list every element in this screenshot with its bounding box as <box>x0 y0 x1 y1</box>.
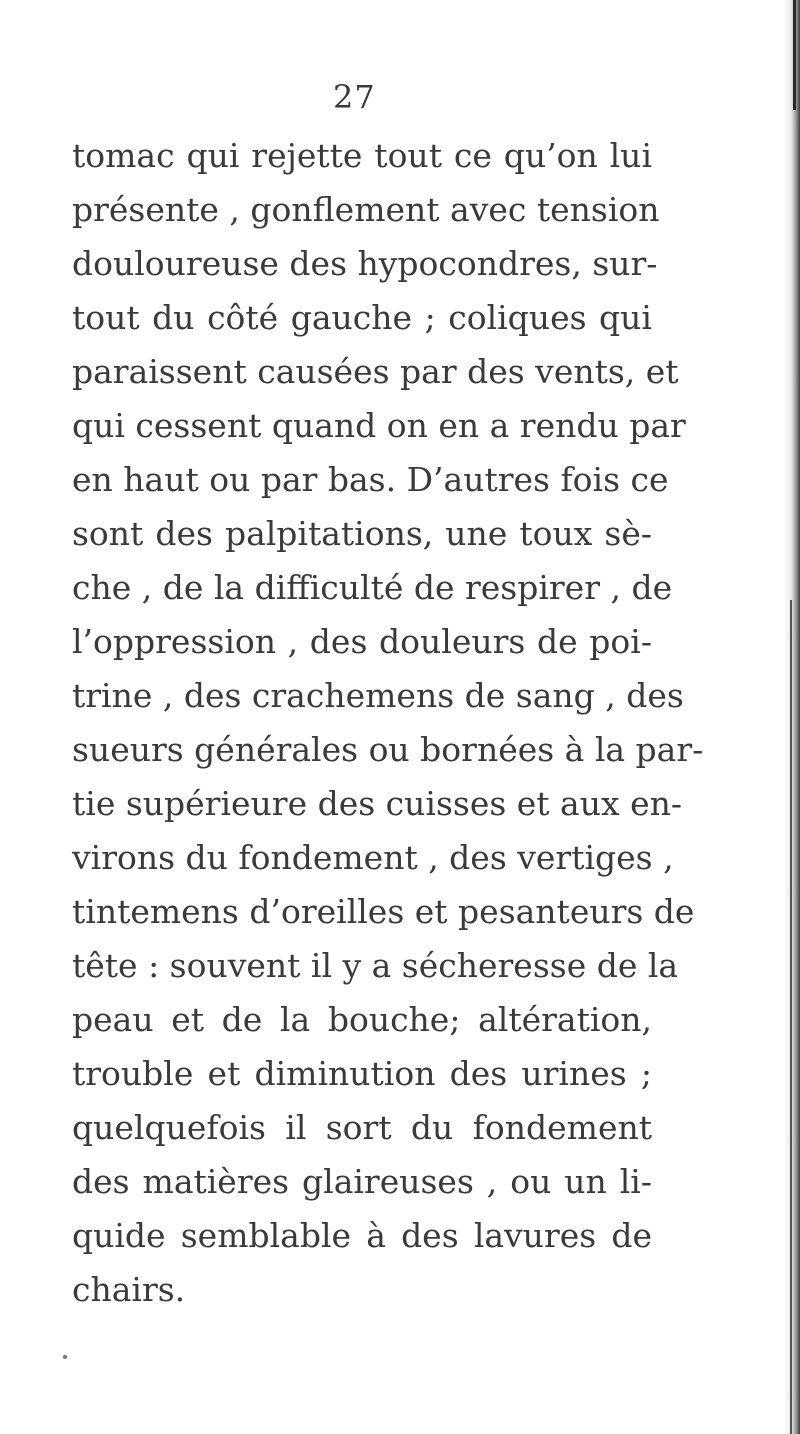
text-line: douloureuse des hypocondres, sur- <box>72 244 658 283</box>
text-line: tête : souvent il y a sécheresse de la <box>72 946 679 985</box>
text-line: tie supérieure des cuisses et aux en- <box>72 784 683 823</box>
text-line: quide semblable à des lavures de <box>72 1216 652 1255</box>
text-line: des matières glaireuses , ou un li- <box>72 1162 652 1201</box>
text-line: virons du fondement , des vertiges , <box>72 838 674 877</box>
text-line: paraissent causées par des vents, et <box>72 352 679 391</box>
text-line: tomac qui rejette tout ce qu’on lui <box>72 136 652 175</box>
text-line: peau et de la bouche; altération, <box>72 1000 652 1039</box>
text-line: en haut ou par bas. D’autres fois ce <box>72 460 669 499</box>
text-line: tintemens d’oreilles et pesanteurs de <box>72 892 695 931</box>
page-number: 27 <box>333 78 376 116</box>
text-line: chairs. <box>72 1270 186 1309</box>
text-line: tout du côté gauche ; coliques qui <box>72 298 652 337</box>
text-line: l’oppression , des douleurs de poi- <box>72 622 652 661</box>
text-line: qui cessent quand on en a rendu par <box>72 406 686 445</box>
page-edge-mark <box>793 0 796 110</box>
text-line: sueurs générales ou bornées à la par- <box>72 730 704 769</box>
paper-speck <box>63 1355 67 1359</box>
text-line: présente , gonflement avec tension <box>72 190 660 229</box>
text-line: trine , des crachemens de sang , des <box>72 676 684 715</box>
page-edge-shadow <box>784 0 800 1434</box>
page-edge-mark <box>790 600 792 1434</box>
text-line: sont des palpitations, une toux sè- <box>72 514 652 553</box>
text-line: quelquefois il sort du fondement <box>72 1108 652 1147</box>
text-line: trouble et diminution des urines ; <box>72 1054 652 1093</box>
text-line: che , de la difficulté de respirer , de <box>72 568 673 607</box>
